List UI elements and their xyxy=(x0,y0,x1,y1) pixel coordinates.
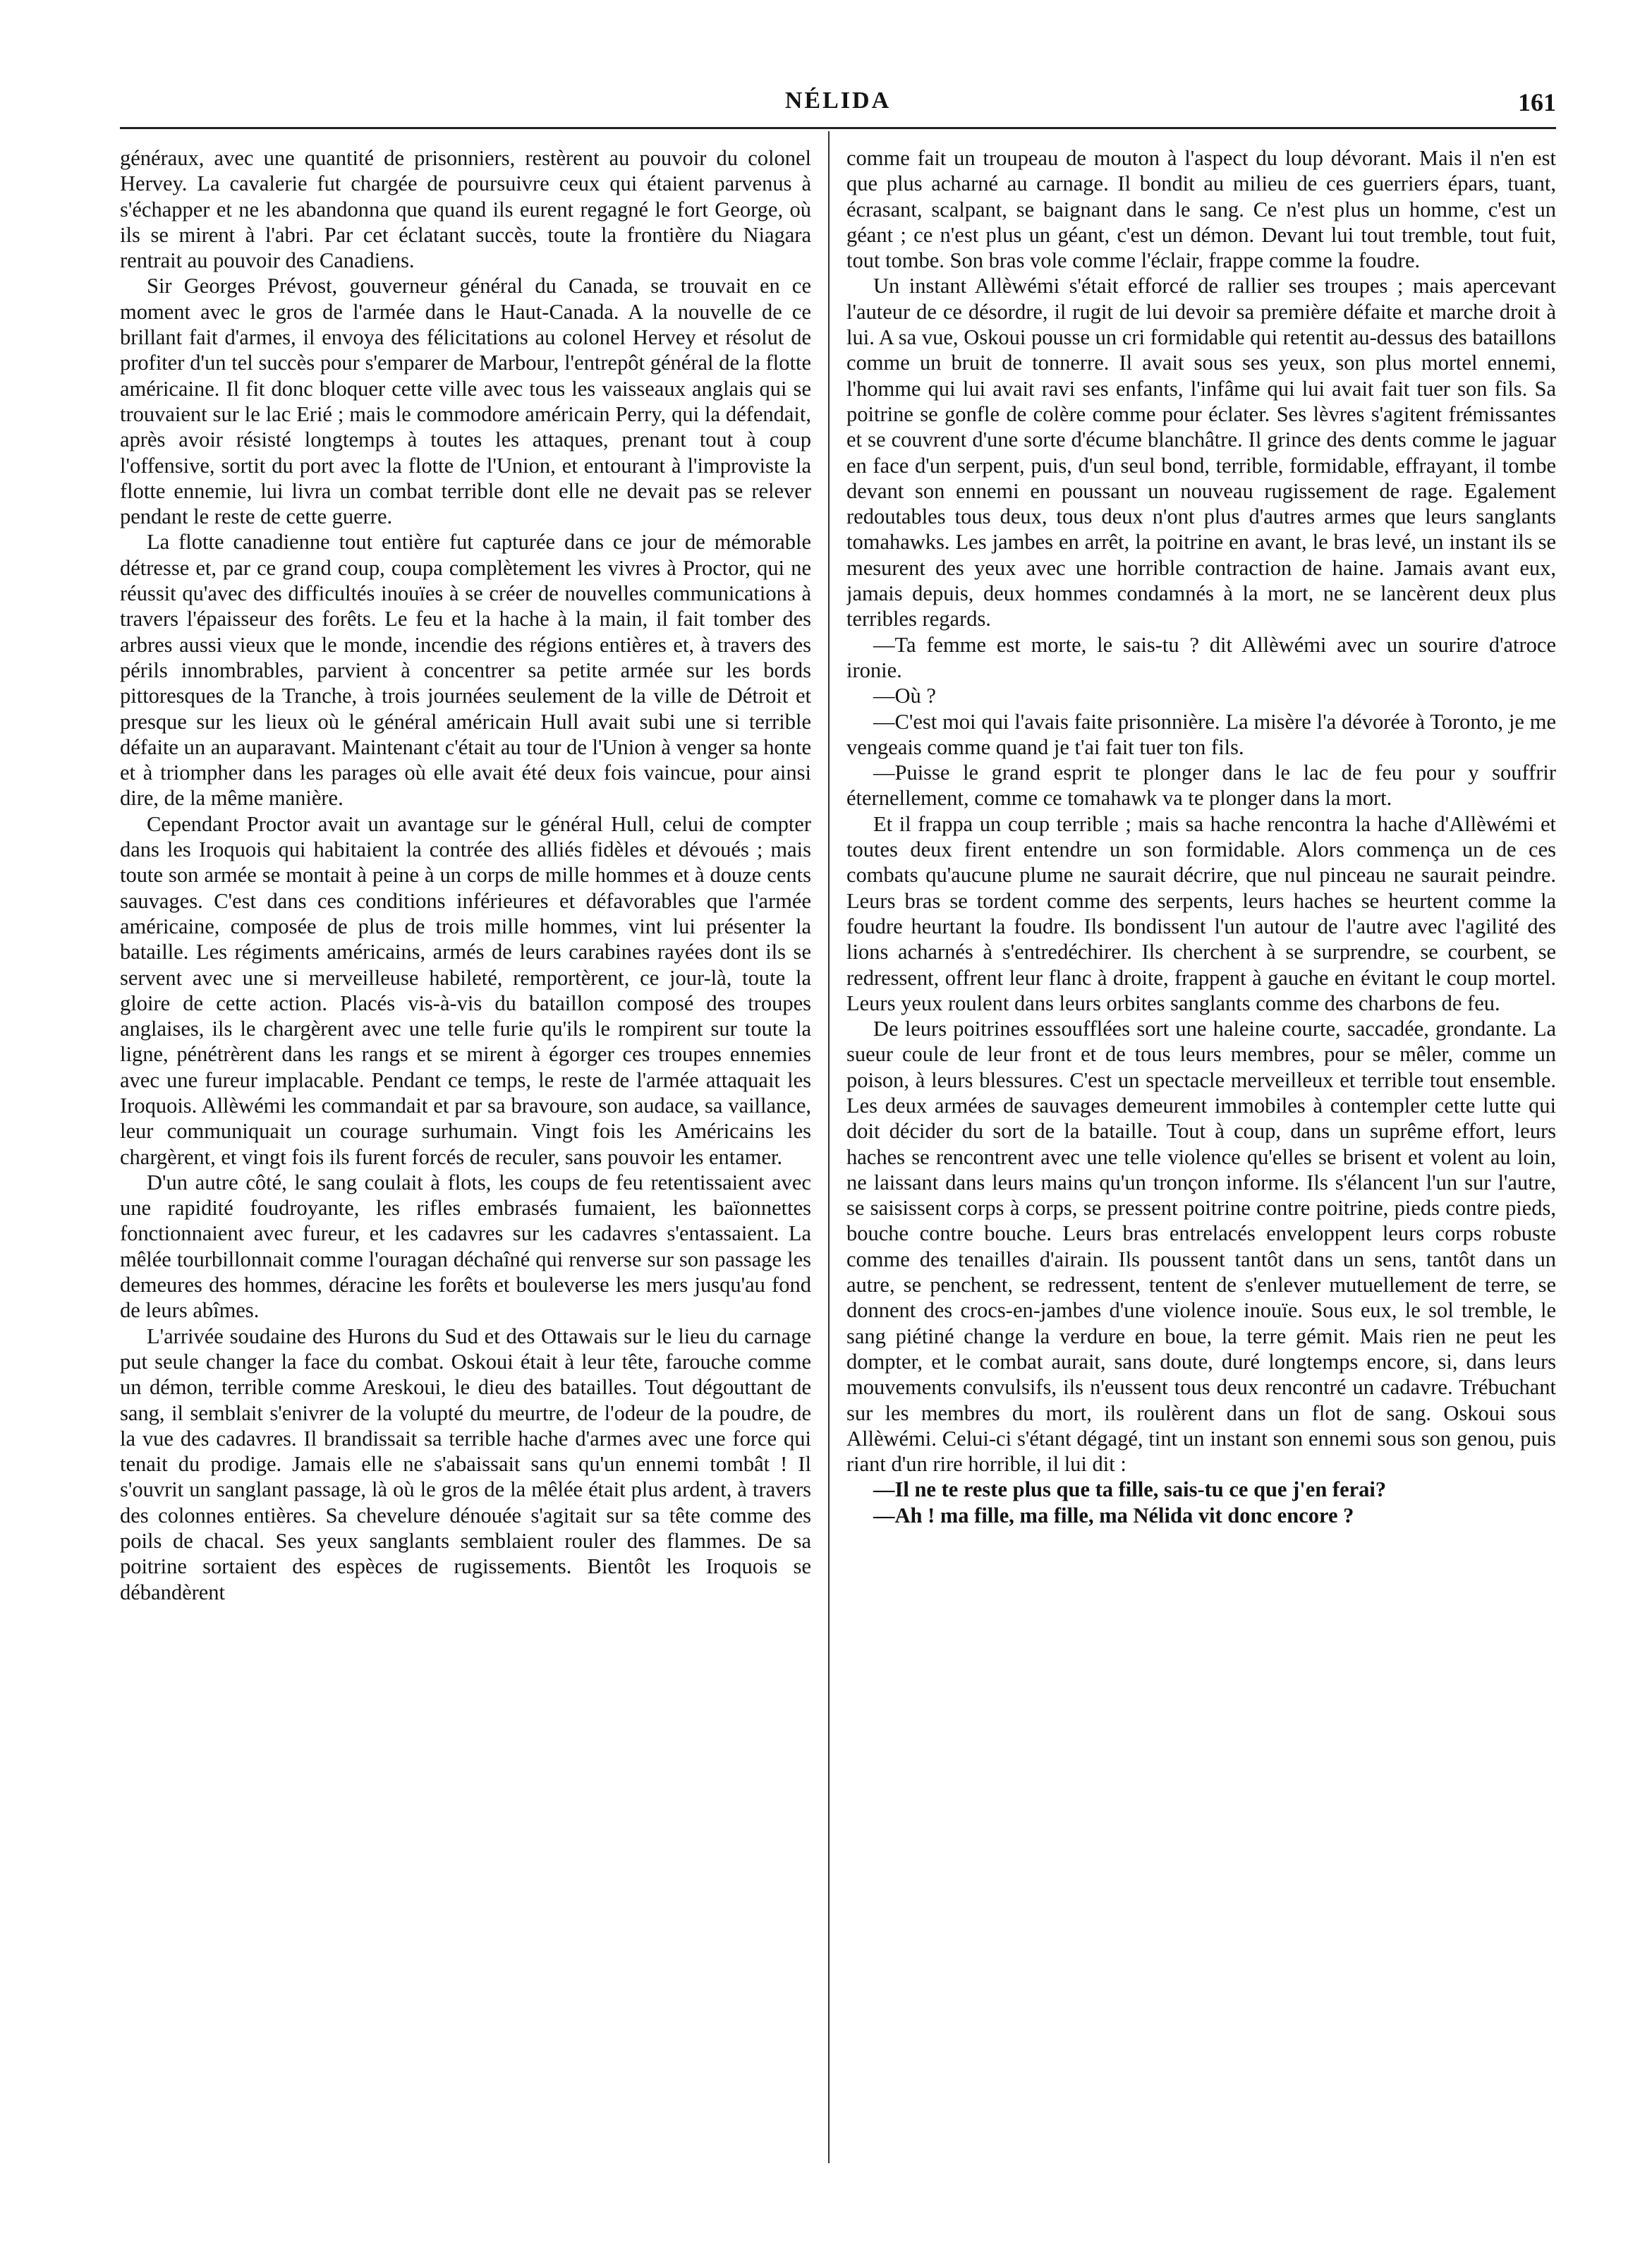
paragraph: De leurs poitrines essoufflées sort une haleine courte, saccadée, grondante. La sueur coule de leur front et de tous leurs membres, pour se mêler, comme un poison, à leurs blessures. C'est un spectacle merveilleux et terrible tout ensemble. Les deux armées de sauvages demeurent immobiles à contempler cette lutte qui doit décider du sort de la bataille. Tout à coup, dans un suprême effort, leurs haches se rencontrent avec une telle violence qu'elles se brisent et volent au loin, ne laissant dans leurs mains qu'un tronçon informe. Ils s'élancent l'un sur l'autre, se saisissent corps à corps, se pressent poitrine contre poitrine, pieds contre pieds, bouche contre bouche. Leurs bras entrelacés enveloppent leurs corps robuste comme des tenailles d'airain. Ils poussent tantôt dans un sens, tantôt dans un autre, se penchent, se redressent, tentent de s'enlever mutuellement de terre, se donnent des crocs-en-jambes d'une violence inouïe. Sous eux, le sol tremble, le sang piétiné change la verdure en boue, la terre gémit. Mais rien ne peut les dompter, et le combat aurait, sans doute, duré longtemps encore, si, dans leurs mouvements convulsifs, ils n'eussent tous deux rencontré un cadavre. Trébuchant sur les membres du mort, ils roulèrent dans un flot de sang. Oskoui sous Allèwémi. Celui-ci s'étant dégagé, tint un instant son ennemi sous son genou, puis riant d'un rire horrible, il lui dit : xyxy=(846,1017,1556,1477)
dialogue-line: —C'est moi qui l'avais faite prisonnière. La misère l'a dévorée à Toronto, je me vengeais comme quand je t'ai fait tuer ton fils. xyxy=(846,709,1556,759)
left-column xyxy=(120,145,811,2177)
paragraph: généraux, avec une quantité de prisonniers, restèrent au pouvoir du colonel Hervey. La cavalerie fut chargée de poursuivre ceux qui étaient parvenus à s'échapper et ne les abandonna que quand ils eurent regagné le fort George, où ils se mirent à l'abri. Par cet éclatant succès, toute la frontière du Niagara rentrait au pouvoir des Canadiens. xyxy=(120,146,811,273)
dialogue-line: —Ta femme est morte, le sais-tu ? dit Allèwémi avec un sourire d'atroce ironie. xyxy=(846,632,1556,682)
dialogue-line: —Ah ! ma fille, ma fille, ma Nélida vit donc encore ? xyxy=(873,1503,1354,1527)
paragraph: D'un autre côté, le sang coulait à flots, les coups de feu retentissaient avec une rapidité foudroyante, les rifles embrasés fumaient, les baïonnettes fonctionnaient avec fureur, et les cadavres sur les cadavres s'entassaient. La mêlée tourbillonnait comme l'ouragan déchaîné qui renverse sur son passage les demeures des hommes, déracine les forêts et bouleverse les mers jusqu'au fond de leurs abîmes. xyxy=(120,1170,811,1323)
paragraph: L'arrivée soudaine des Hurons du Sud et des Ottawais sur le lieu du carnage put seule changer la face du combat. Oskoui était à leur tête, farouche comme un démon, terrible comme Areskoui, le dieu des batailles. Tout dégouttant de sang, il semblait s'enivrer de la volupté du meurtre, de l'odeur de la poudre, de la vue des cadavres. Il brandissait sa terrible hache d'armes avec une force qui tenait du prodige. Jamais elle ne s'abaissait sans qu'un ennemi tombât ! Il s'ouvrit un sanglant passage, là où le gros de la mêlée était plus ardent, à travers des colonnes entières. Sa chevelure dénouée s'agitait sur sa tête comme des poils de chacal. Ses yeux sanglants semblaient rouler des flammes. De sa poitrine sortaient des espèces de rugissements. Bientôt les Iroquois se débandèrent xyxy=(120,1324,811,1604)
page-header xyxy=(120,83,1556,126)
dialogue-line: —Où ? xyxy=(873,684,936,708)
paragraph: Cependant Proctor avait un avantage sur le général Hull, celui de compter dans les Iroquois qui habitaient la contrée des alliés fidèles et dévoués ; mais toute son armée se montait à peine à un corps de mille hommes et à douze cents sauvages. C'est dans ces conditions inférieures et défavorables que l'armée américaine, composée de plus de trois mille hommes, vint lui présenter la bataille. Les régiments américains, armés de leurs carabines rayées dont ils se servent avec une si merveilleuse habileté, remportèrent, ce jour-là, toute la gloire de cette action. Placés vis-à-vis du bataillon composé des troupes anglaises, ils le chargèrent avec une telle furie qu'ils le rompirent sur toute la ligne, pénétrèrent dans les rangs et se mirent à égorger ces troupes ennemies avec une fureur implacable. Pendant ce temps, le reste de l'armée attaquait les Iroquois. Allèwémi les commandait et par sa bravoure, son audace, sa vaillance, leur communiquait un courage surhumain. Vingt fois les Américains les chargèrent, et vingt fois ils furent forcés de reculer, sans pouvoir les entamer. xyxy=(120,811,811,1169)
header-rule xyxy=(120,127,1556,129)
dialogue-line: —Puisse le grand esprit te plonger dans le lac de feu pour y souffrir éternellement, comme ce tomahawk va te plonger dans la mort. xyxy=(846,761,1556,811)
column-divider xyxy=(828,131,830,2163)
running-title: NÉLIDA xyxy=(784,87,892,114)
paragraph: Et il frappa un coup terrible ; mais sa hache rencontra la hache d'Allèwémi et toutes deux firent entendre un son formidable. Alors commença un de ces combats qu'aucune plume ne saurait décrire, que nul pinceau ne saurait peindre. Leurs bras se tordent comme des serpents, leurs haches se heurtent comme la foudre heurtant la foudre. Ils bondissent l'un autour de l'autre avec l'agilité des lions acharnés à s'entredéchirer. Ils cherchent à se surprendre, se courbent, se redressent, offrent leur flanc à droite, frappent à gauche en évitant le coup mortel. Leurs yeux roulent dans leurs orbites sanglants comme des charbons de feu. xyxy=(846,811,1556,1015)
page-number: 161 xyxy=(1518,88,1556,116)
paragraph: Un instant Allèwémi s'était efforcé de rallier ses troupes ; mais apercevant l'auteur de ce désordre, il rugit de lui devoir sa première défaite et marche droit à lui. A sa vue, Oskoui pousse un cri formidable qui retentit au-dessus des bataillons comme un bruit de tonnerre. Il avait sous ses yeux, son plus mortel ennemi, l'homme qui lui avait ravi ses enfants, l'infâme qui lui avait fait tuer son fils. Sa poitrine se gonfle de colère comme pour éclater. Ses lèvres s'agitent frémissantes et se couvrent d'une sorte d'écume blanchâtre. Il grince des dents comme le jaguar en face d'un serpent, puis, d'un seul bond, terrible, formidable, effrayant, il tombe devant son ennemi en poussant un nouveau rugissement de rage. Egalement redoutables tous deux, tous deux n'ont plus d'autres armes que leurs sanglants tomahawks. Les jambes en arrêt, la poitrine en avant, le bras levé, un instant ils se mesurent des yeux avec une horrible contraction de haine. Jamais avant eux, jamais depuis, deux hommes condamnés à la mort, ne se lancèrent deux plus terribles regards. xyxy=(846,274,1556,631)
right-column xyxy=(846,145,1556,2177)
paragraph: Sir Georges Prévost, gouverneur général du Canada, se trouvait en ce moment avec le gros de l'armée dans le Haut-Canada. A la nouvelle de ce brillant fait d'armes, il envoya des félicitations au colonel Hervey et résolut de profiter d'un tel succès pour s'emparer de Marbour, l'entrepôt général de la flotte américaine. Il fit donc bloquer cette ville avec tous les vaisseaux anglais qui se trouvaient sur le lac Erié ; mais le commodore américain Perry, qui la défendait, après avoir résisté longtemps à toutes les attaques, prenant tout à coup l'offensive, sortit du port avec la flotte de l'Union, et entourant à l'improviste la flotte ennemie, lui livra un combat terrible dont elle ne devait pas se relever pendant le reste de cette guerre. xyxy=(120,274,811,529)
paragraph: comme fait un troupeau de mouton à l'aspect du loup dévorant. Mais il n'en est que plus acharné au carnage. Il bondit au milieu de ces guerriers épars, tuant, écrasant, scalpant, se baignant dans le sang. Ce n'est plus un homme, c'est un géant ; ce n'est plus un géant, c'est un démon. Devant lui tout tremble, tout fuit, tout tombe. Son bras vole comme l'éclair, frappe comme la foudre. xyxy=(846,146,1556,273)
paragraph: La flotte canadienne tout entière fut capturée dans ce jour de mémorable détresse et, par ce grand coup, coupa complètement les vivres à Proctor, qui ne réussit qu'avec des difficultés inouïes à se créer de nouvelles communications à travers l'épaisseur des forêts. Le feu et la hache à la main, il fait tomber des arbres aussi vieux que le monde, incendie des régions entières et, à travers des périls innombrables, parvient à concentrer sa petite armée sur les bords pittoresques de la Tranche, à trois journées seulement de la ville de Détroit et presque sur les lieux où le général américain Hull avait subi une si terrible défaite un an auparavant. Maintenant c'était au tour de l'Union à venger sa honte et à triompher dans les parages où elle avait été deux fois vaincue, pour ainsi dire, de la même manière. xyxy=(120,530,811,811)
dialogue-line: —Il ne te reste plus que ta fille, sais-tu ce que j'en ferai? xyxy=(873,1477,1387,1502)
